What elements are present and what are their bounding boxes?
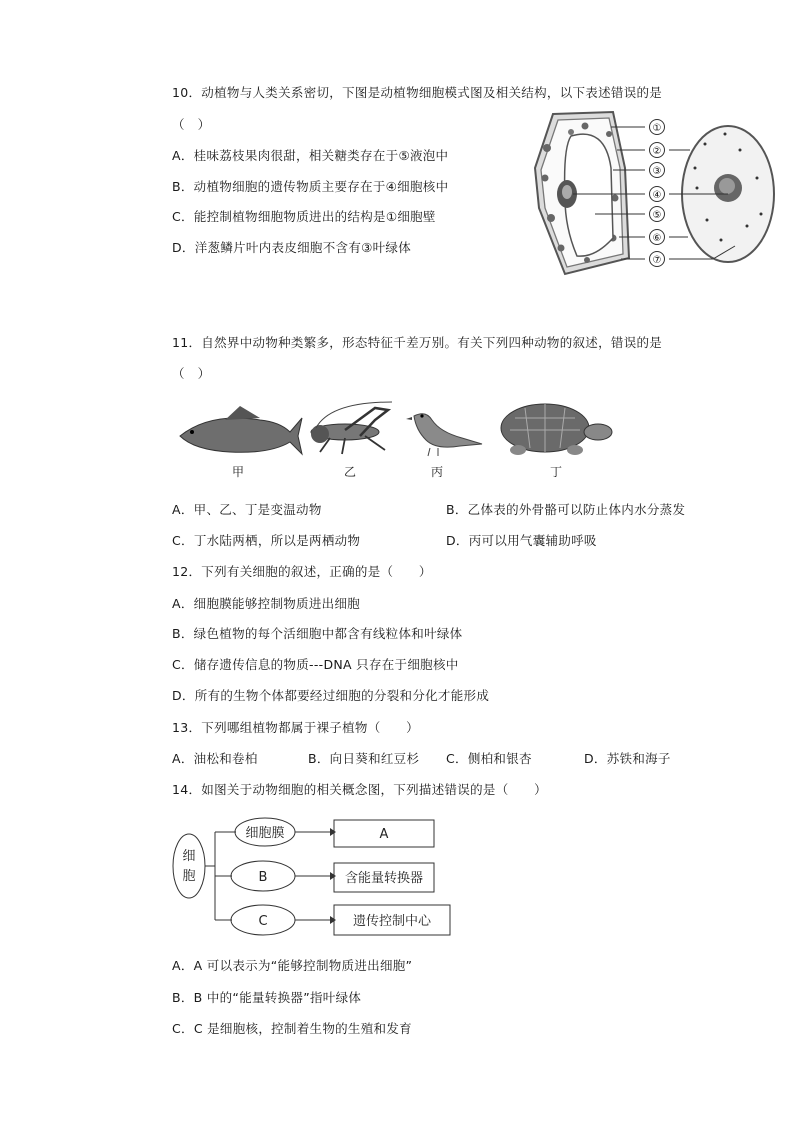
node-b-label: B: [258, 870, 268, 885]
q11-answer-paren: （ ）: [172, 366, 211, 381]
box-genetic-label: 遗传控制中心: [352, 914, 432, 929]
q10-option-b: B．动植物细胞的遗传物质主要存在于④细胞核中: [172, 179, 449, 194]
animal-label-ding: 丁: [549, 465, 563, 479]
q12-option-c: C．储存遗传信息的物质---DNA 只存在于细胞核中: [172, 657, 459, 672]
cell-diagram: [525, 108, 785, 280]
plant-cell: [535, 112, 629, 274]
turtle-image: [501, 404, 612, 455]
label-5: ⑤: [652, 210, 662, 221]
q12-option-d: D．所有的生物个体都要经过细胞的分裂和分化才能形成: [172, 688, 490, 703]
root-label-char1: [182, 849, 195, 884]
label-2: ②: [652, 146, 662, 157]
q11-stem: 11．自然界中动物种类繁多，形态特征千差万别。有关下列四种动物的叙述，错误的是: [172, 335, 663, 350]
q10-stem: 10．动植物与人类关系密切，下图是动植物细胞模式图及相关结构，以下表述错误的是: [172, 85, 663, 100]
q14-stem: 14．如图关于动物细胞的相关概念图，下列描述错误的是（ ）: [172, 782, 547, 797]
q13-stem: 13．下列哪组植物都属于裸子植物（ ）: [172, 720, 419, 735]
q10-option-a: A．桂味荔枝果肉很甜，相关糖类存在于⑤液泡中: [172, 148, 449, 163]
q13-option-a: A．油松和卷柏: [172, 751, 258, 766]
q12-option-a: A．细胞膜能够控制物质进出细胞: [172, 596, 361, 611]
animal-label-jia: 甲: [231, 465, 245, 479]
q13-option-c: C．侧柏和银杏: [446, 751, 532, 766]
root-ellipse: [173, 834, 205, 898]
q14-option-b: B．B 中的“能量转换器”指叶绿体: [172, 990, 362, 1005]
q11-option-b: B．乙体表的外骨骼可以防止体内水分蒸发: [446, 502, 686, 517]
root-label: 胞: [182, 869, 196, 884]
node-c-label: C: [258, 914, 268, 929]
grasshopper-image: [311, 402, 392, 454]
q10-option-d: D．洋葱鳞片叶内表皮细胞不含有③叶绿体: [172, 240, 412, 255]
animal-label-yi: 乙: [343, 465, 357, 479]
fish-image: [180, 406, 302, 454]
pigeon-image: [406, 414, 482, 456]
root-label: 细: [182, 849, 196, 864]
q10-option-c: C．能控制植物细胞物质进出的结构是①细胞壁: [172, 209, 436, 224]
q14-option-a: A．A 可以表示为“能够控制物质进出细胞”: [172, 958, 413, 973]
q11-option-c: C．丁水陆两栖，所以是两栖动物: [172, 533, 361, 548]
q11-option-a: A．甲、乙、丁是变温动物: [172, 502, 322, 517]
q12-stem: 12．下列有关细胞的叙述，正确的是（ ）: [172, 564, 432, 579]
q13-option-b: B．向日葵和红豆杉: [308, 751, 420, 766]
box-energy-label: 含能量转换器: [344, 871, 424, 886]
animals-figure: [170, 398, 620, 482]
label-6: ⑥: [652, 233, 662, 244]
label-1: ①: [652, 123, 662, 134]
animal-label-bing: 丙: [430, 465, 444, 479]
q13-option-d: D．苏铁和海子: [584, 751, 671, 766]
label-3: ③: [652, 166, 662, 177]
q10-answer-paren: （ ）: [172, 117, 211, 132]
concept-map: [170, 814, 460, 944]
label-7: ⑦: [652, 255, 662, 266]
q14-option-c: C．C 是细胞核，控制着生物的生殖和发育: [172, 1021, 412, 1036]
label-4: ④: [652, 190, 662, 201]
q11-option-d: D．丙可以用气囊辅助呼吸: [446, 533, 597, 548]
node-membrane-label: 细胞膜: [245, 826, 285, 841]
q12-option-b: B．绿色植物的每个活细胞中都含有线粒体和叶绿体: [172, 626, 463, 641]
box-a-label: A: [379, 827, 389, 842]
